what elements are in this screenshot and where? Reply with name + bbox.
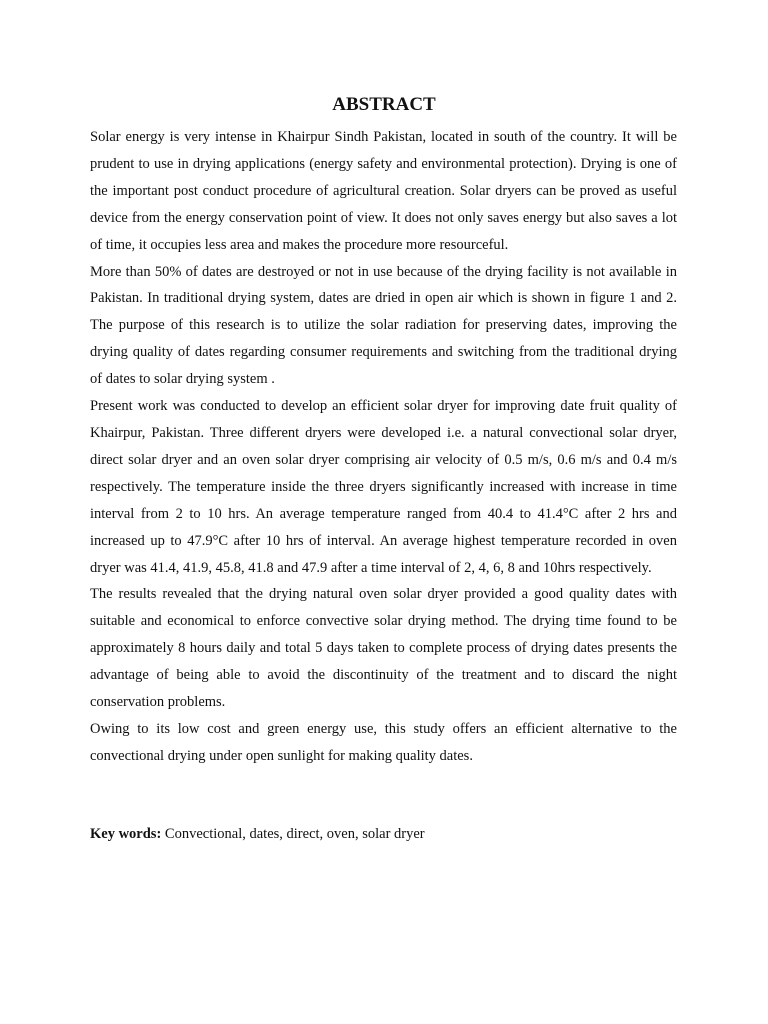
abstract-heading: ABSTRACT — [332, 94, 436, 115]
keywords-line — [90, 821, 677, 848]
abstract-paragraph-3: Present work was conducted to develop an efficient solar dryer for improving date fruit quality of Khairpur, Pakistan. Three different dryers were developed i.e. a natural convectional solar dryer, direct solar dryer and an oven solar dryer comprising air velocity of 0.5 m/s, 0.6 m/s and 0.4 m/s respectively. The temperature inside the three dryers significantly increased with increase in time interval from 2 to 10 hrs. An average temperature ranged from 40.4 to 41.4°C after 2 hrs and increased up to 47.9°C after 10 hrs of interval. An average highest temperature recorded in oven dryer was 41.4, 41.9, 45.8, 41.8 and 47.9 after a time interval of 2, 4, 6, 8 and 10hrs respectively. — [90, 398, 677, 576]
abstract-paragraph-1: Solar energy is very intense in Khairpur Sindh Pakistan, located in south of the country. It will be prudent to use in drying applications (energy safety and environmental protection). Drying is one of the important post conduct procedure of agricultural creation. Solar dryers can be proved as useful device from the energy conservation point of view. It does not only saves energy but also saves a lot of time, it occupies less area and makes the procedure more resourceful. — [90, 129, 677, 253]
abstract-paragraph-2: More than 50% of dates are destroyed or not in use because of the drying facility is not available in Pakistan. In traditional drying system, dates are dried in open air which is shown in figure 1 and 2. The purpose of this research is to utilize the solar radiation for preserving dates, improving the drying quality of dates regarding consumer requirements and switching from the traditional drying of dates to solar drying system . — [90, 263, 677, 388]
abstract-paragraph-5: Owing to its low cost and green energy use, this study offers an efficient alternative to the convectional drying under open sunlight for making quality dates. — [90, 720, 677, 764]
keywords-value: Convectional, dates, direct, oven, solar dryer — [161, 826, 425, 842]
abstract-body — [90, 124, 677, 770]
abstract-paragraph-4: The results revealed that the drying natural oven solar dryer provided a good quality dates with suitable and economical to enforce convective solar drying method. The drying time found to be approximately 8 hours daily and total 5 days taken to complete process of drying dates presents the advantage of being able to avoid the discontinuity of the treatment and to discard the night conservation problems. — [90, 586, 677, 711]
keywords-label: Key words: — [90, 826, 162, 842]
